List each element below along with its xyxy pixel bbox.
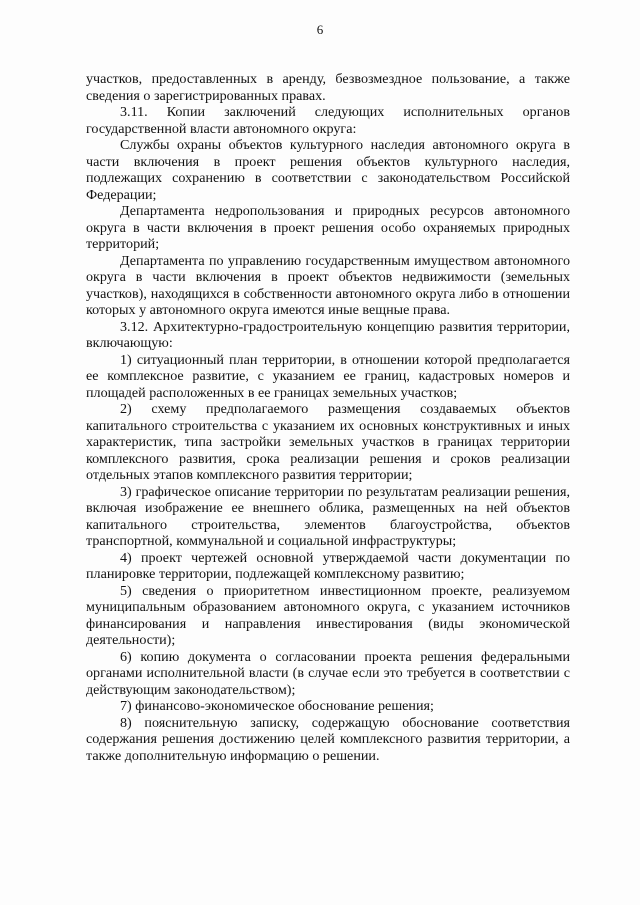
list-item: 5) сведения о приоритетном инвестиционном проекте, реализуемом муниципальным образованием автономного округа, с указанием источников финансирования и направления инвестирования (виды экономической деятельности); (86, 582, 570, 648)
paragraph: Департамента по управлению государственным имуществом автономного округа в части включения в проект объектов недвижимости (земельных участков), находящихся в собственности автономного округа либо в отношении которых у автономного округа имеются иные вещные права. (86, 252, 570, 318)
list-item: 7) финансово-экономическое обоснование решения; (120, 698, 434, 714)
paragraph: участков, предоставленных в аренду, безвозмездное пользование, а также сведения о зарегистрированных правах. (86, 71, 570, 104)
list-item: 8) пояснительную записку, содержащую обоснование соответствия содержания решения достижению целей комплексного развития территории, а также дополнительную информацию о решении. (86, 714, 570, 764)
paragraph: 3.12. Архитектурно-градостроительную концепцию развития территории, включающую: (86, 318, 570, 351)
paragraph: Службы охраны объектов культурного наследия автономного округа в части включения в проект решения объектов культурного наследия, подлежащих сохранению в соответствии с законодательством Российской Федерации; (86, 137, 570, 203)
list-item: 2) схему предполагаемого размещения создаваемых объектов капитального строительства с указанием их основных конструктивных и иных характеристик, типа застройки земельных участков в границах территории комплексного развития, срока реализации решения и сроков реализации отдельных этапов комплексного развития территории; (86, 401, 570, 483)
list-item: 6) копию документа о согласовании проекта решения федеральными органами исполнительной власти (в случае если это требуется в соответствии с действующим законодательством); (86, 648, 570, 698)
document-body (86, 71, 570, 764)
list-item: 3) графическое описание территории по результатам реализации решения, включая изображение ее внешнего облика, размещенных на ней объектов капитального строительства, элементов благоустройства, объектов транспортной, коммунальной и социальной инфраструктуры; (86, 483, 570, 549)
list-item: 1) ситуационный план территории, в отношении которой предполагается ее комплексное развитие, с указанием ее границ, кадастровых номеров и площадей расположенных в ее границах земельных участков; (86, 351, 570, 401)
paragraph: Департамента недропользования и природных ресурсов автономного округа в части включения в проект решения особо охраняемых природных территорий; (86, 203, 570, 252)
page-number: 6 (316, 22, 324, 37)
paragraph: 3.11. Копии заключений следующих исполнительных органов государственной власти автономного округа: (86, 104, 570, 137)
list-item: 4) проект чертежей основной утверждаемой части документации по планировке территории, подлежащей комплексному развитию; (86, 549, 570, 582)
